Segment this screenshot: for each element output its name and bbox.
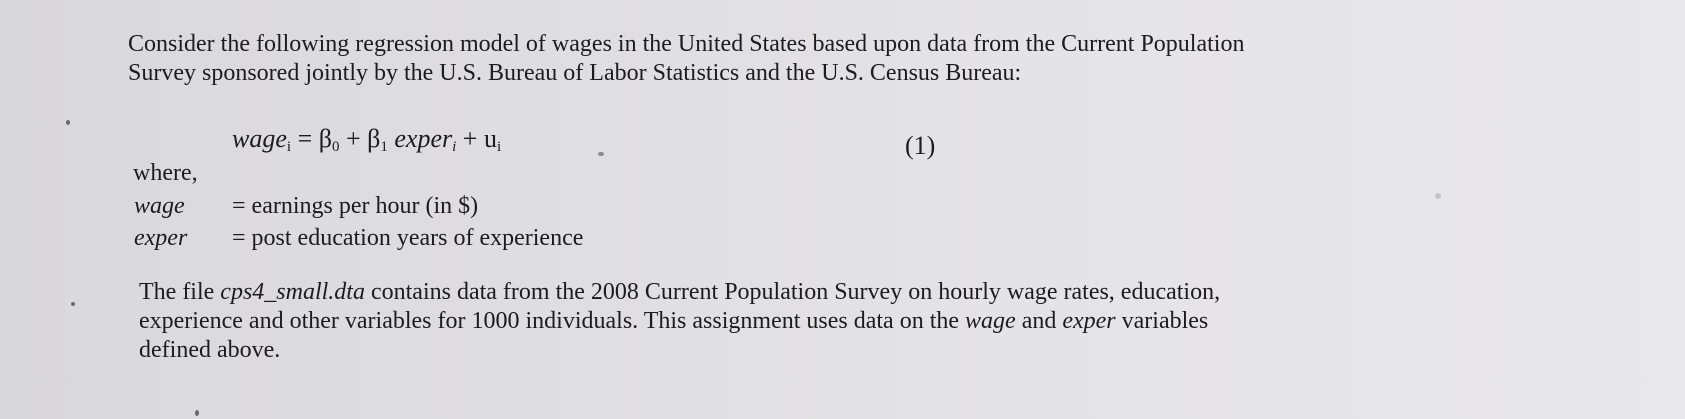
eq-beta0-sub: 0 [331,139,340,155]
eq-lhs-var: wage [232,124,287,153]
definition-text-exper: = post education years of experience [232,225,584,251]
eq-beta1: β [367,124,381,153]
data-line-3: defined above. [139,337,281,363]
regression-equation [232,124,501,156]
data-line-1-post: contains data from the 2008 Current Population Survey on hourly wage rates, education, [364,279,1221,305]
eq-equals: = [291,124,319,153]
intro-paragraph [128,30,1244,88]
data-var-exper: exper [1062,308,1116,334]
eq-rhs-var: exper [387,124,453,153]
definition-text-wage: = earnings per hour (in $) [232,193,479,219]
paper-smudge [71,302,75,306]
eq-lhs-sub: i [286,139,292,155]
data-line-2 [139,307,1220,336]
paper-smudge [195,410,199,416]
eq-plus-2: + [456,124,484,153]
data-var-wage: wage [965,308,1016,334]
paper-smudge [598,152,604,156]
data-paragraph [139,278,1220,365]
eq-beta0: β [318,124,332,153]
data-line-1 [139,278,1220,307]
paper-smudge [1435,193,1441,199]
definition-term-wage: wage [134,193,185,219]
eq-beta1-sub: 1 [380,139,388,155]
data-line-1-pre: The file [139,279,221,305]
eq-rhs-sub: i [452,139,457,155]
data-line-2-mid: and [1015,308,1063,334]
eq-error-sub: i [496,139,502,155]
intro-line-2: Survey sponsored jointly by the U.S. Bureau of Labor Statistics and the U.S. Census Bureau: [128,60,1022,86]
eq-error: u [483,124,497,153]
data-line-2-post: variables [1115,308,1209,334]
data-line-2-text: experience and other variables for 1000 individuals. This assignment uses data on the [139,308,966,334]
definition-term-exper: exper [134,225,188,251]
equation-number: (1) [905,131,936,160]
paper-smudge [66,120,70,125]
intro-line-1: Consider the following regression model of wages in the United States based upon data from the Current Population [128,31,1245,57]
where-label: where, [133,160,198,186]
data-file-name: cps4_small.dta [220,279,365,305]
eq-plus-1: + [339,124,368,153]
